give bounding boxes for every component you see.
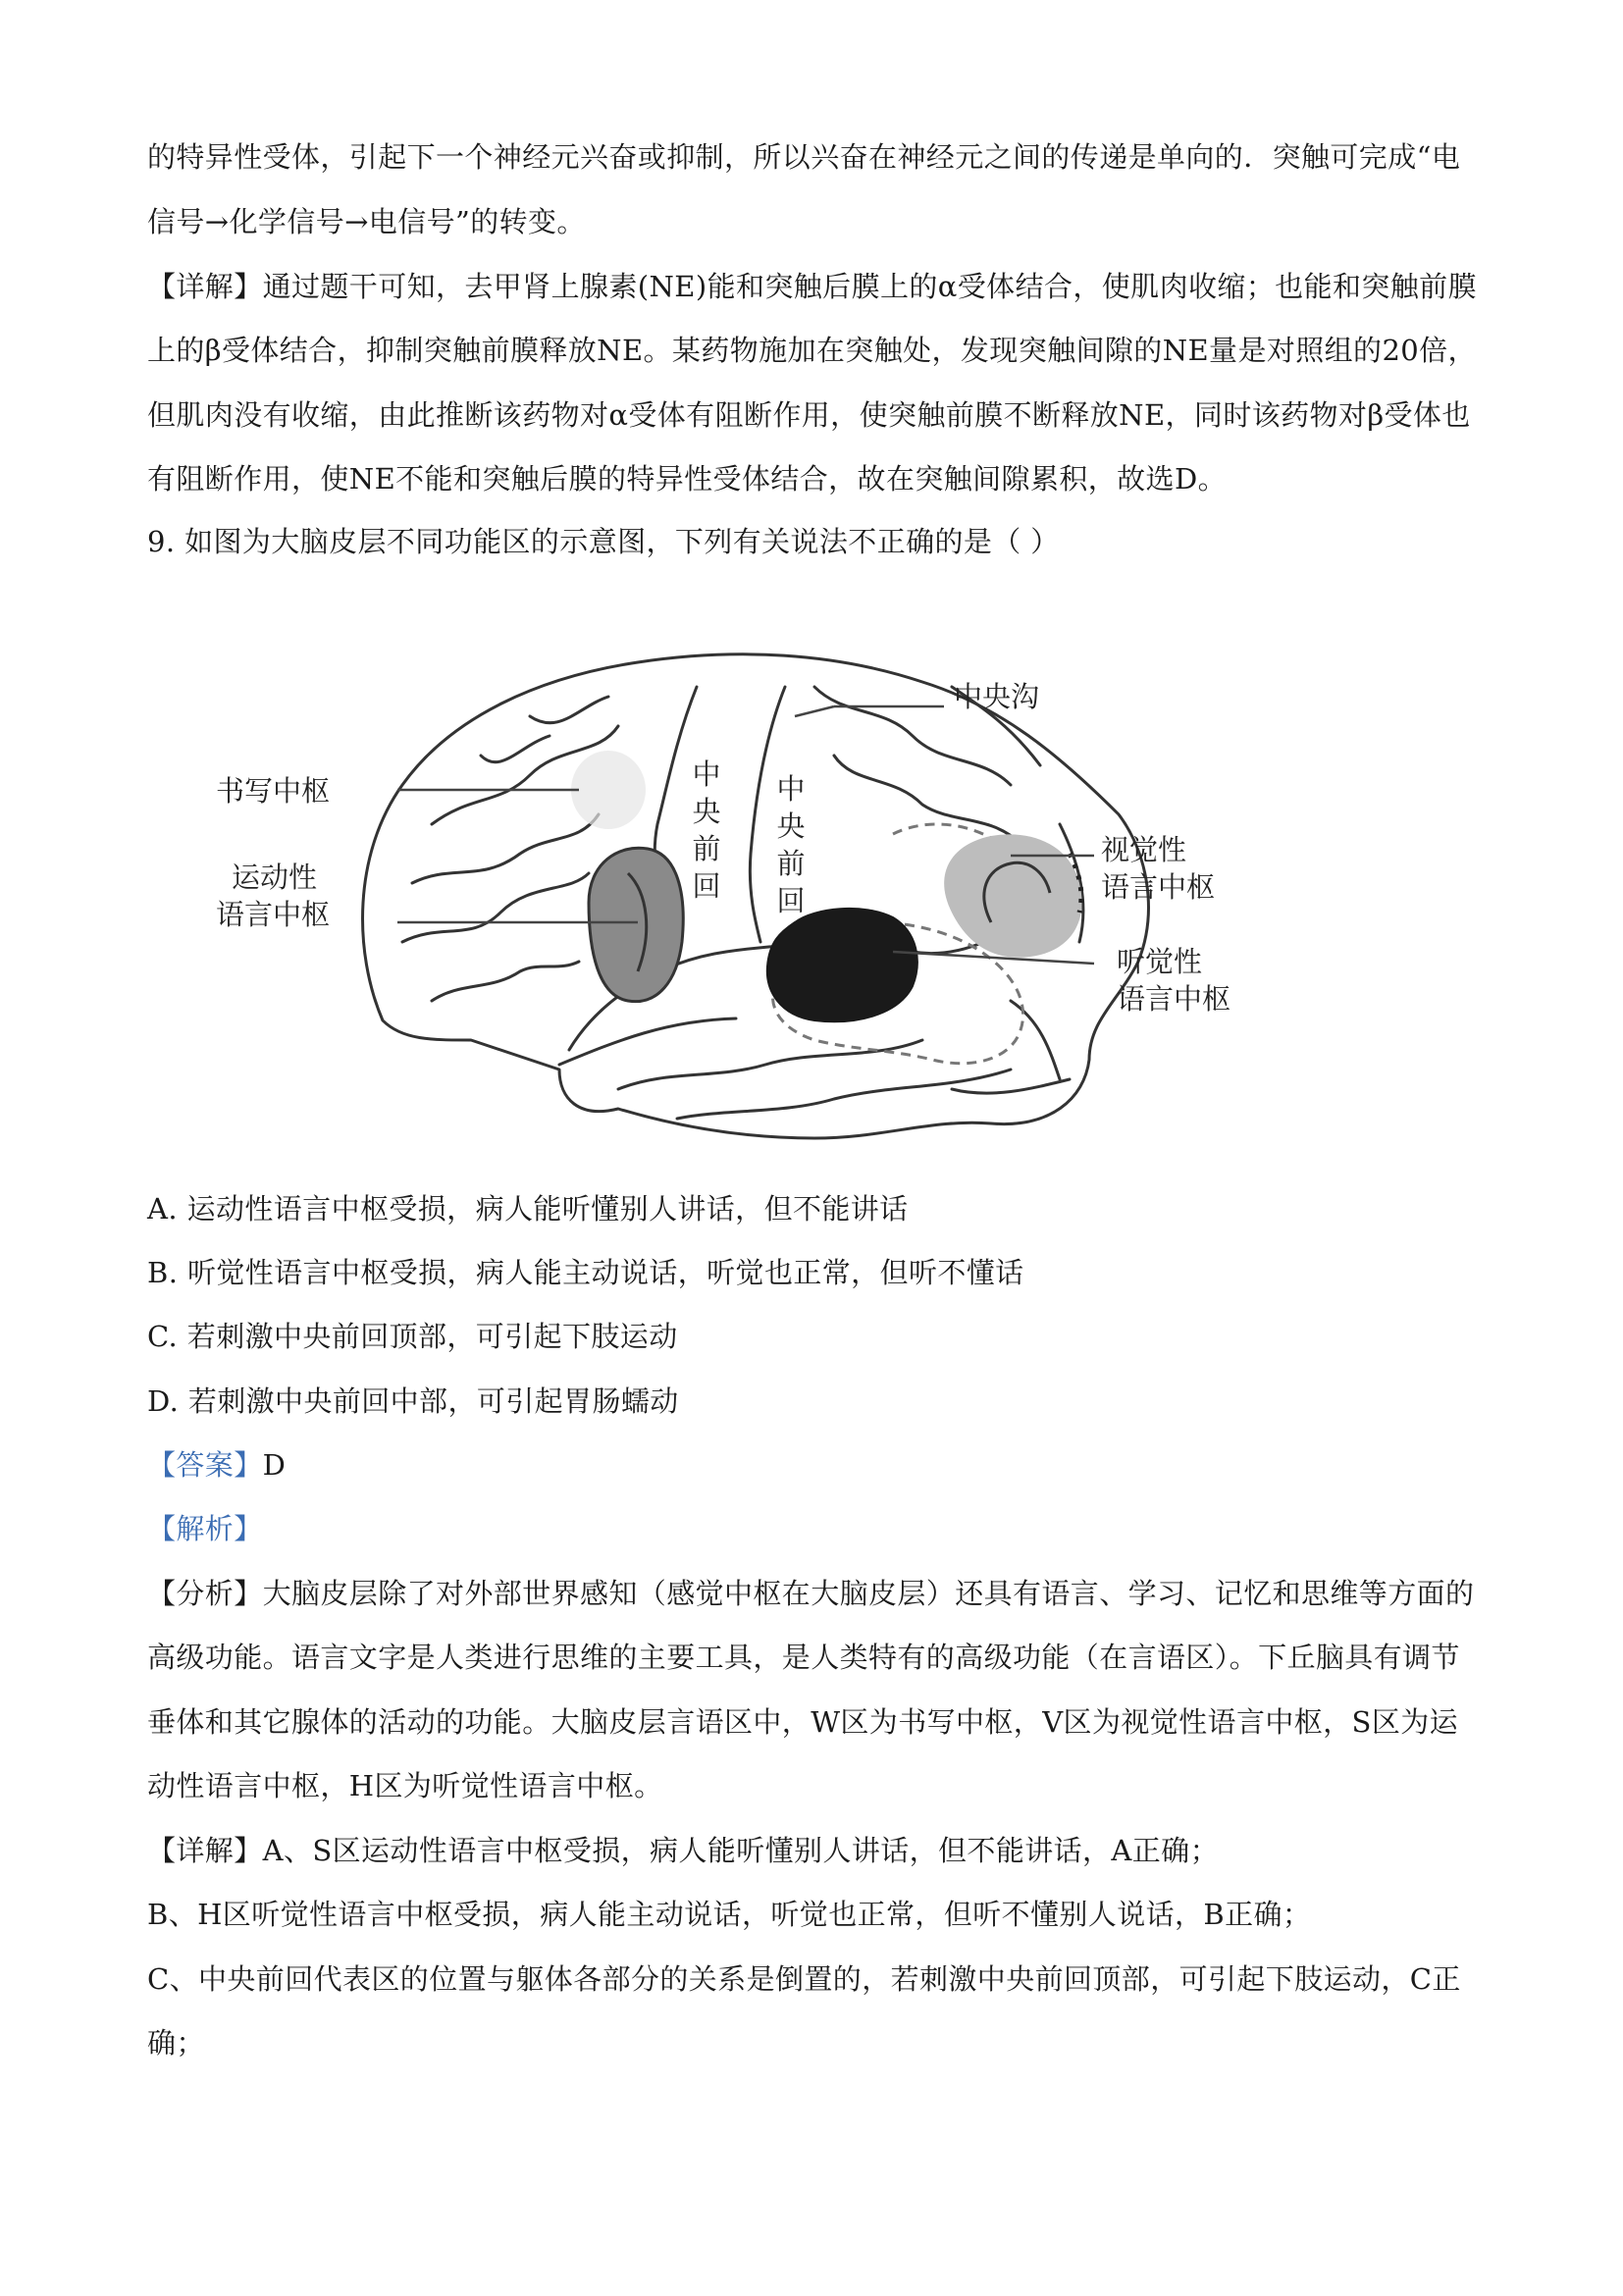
central-sulcus-label: 中央沟 [954, 680, 1040, 713]
text-line: 高级功能。语言文字是人类进行思维的主要工具，是人类特有的高级功能（在言语区）。下丘脑具有调节 [147, 1641, 1460, 1674]
text-line: 信号→化学信号→电信号”的转变。 [147, 205, 586, 238]
brain-cortex-figure [206, 628, 1325, 1158]
precentral-gyrus-label-2: 中央前回 [776, 772, 806, 917]
text-line [147, 1831, 1492, 1870]
text-line: 有阻断作用，使NE不能和突触后膜的特异性受体结合，故在突触间隙累积，故选D。 [147, 462, 1227, 496]
detail-text: A、S区运动性语言中枢受损，病人能听懂别人讲话，但不能讲话，A正确； [262, 1834, 1219, 1867]
analysis-tag: 【解析】 [147, 1512, 263, 1545]
text-line: 确； [147, 2026, 205, 2060]
answer-value: D [262, 1448, 287, 1482]
motor-speech-area [589, 848, 683, 1001]
option-c: C. 若刺激中央前回顶部，可引起下肢运动 [147, 1320, 678, 1353]
option-b: B. 听觉性语言中枢受损，病人能主动说话，听觉也正常，但听不懂话 [147, 1256, 1024, 1289]
detail-text: 通过题干可知，去甲肾上腺素(NE)能和突触后膜上的α受体结合，使肌肉收缩；也能和突触前膜 [262, 270, 1477, 303]
writing-center-area [571, 751, 646, 829]
precentral-gyrus-label: 中央前回 [692, 757, 721, 903]
analysis-heading [147, 1509, 1492, 1548]
visual-speech-label-1: 视觉性 [1101, 833, 1187, 866]
auditory-speech-label-1: 听觉性 [1117, 945, 1203, 978]
detail-tag: 【详解】 [147, 270, 263, 303]
question-stem: 9. 如图为大脑皮层不同功能区的示意图，下列有关说法不正确的是（ ） [147, 525, 1060, 558]
motor-speech-label-1: 运动性 [232, 861, 318, 894]
answer-tag: 【答案】 [147, 1448, 263, 1482]
option-a: A. 运动性语言中枢受损，病人能听懂别人讲话，但不能讲话 [147, 1192, 909, 1226]
text-line: 的特异性受体，引起下一个神经元兴奋或抑制，所以兴奋在神经元之间的传递是单向的．突触可完成“电 [147, 140, 1461, 174]
auditory-speech-label-2: 语言中枢 [1117, 982, 1231, 1016]
visual-speech-area [944, 834, 1081, 957]
analysis-sub-tag: 【分析】 [147, 1577, 263, 1610]
text-line: 动性语言中枢，H区为听觉性语言中枢。 [147, 1769, 663, 1802]
analysis-text: 大脑皮层除了对外部世界感知（感觉中枢在大脑皮层）还具有语言、学习、记忆和思维等方面的 [262, 1577, 1475, 1610]
text-line: 上的β受体结合，抑制突触前膜释放NE。某药物施加在突触处，发现突触间隙的NE量是对照组的20倍， [147, 334, 1477, 367]
text-line: B、H区听觉性语言中枢受损，病人能主动说话，听觉也正常，但听不懂别人说话，B正确； [147, 1898, 1312, 1931]
detail-tag: 【详解】 [147, 1834, 263, 1867]
option-d: D. 若刺激中央前回中部，可引起胃肠蠕动 [147, 1384, 679, 1418]
text-line [147, 267, 1492, 306]
writing-center-label: 书写中枢 [216, 774, 331, 808]
text-line: C、中央前回代表区的位置与躯体各部分的关系是倒置的，若刺激中央前回顶部，可引起下肢运动，C正 [147, 1962, 1461, 1996]
answer-line [147, 1445, 1492, 1485]
auditory-speech-area [767, 909, 917, 1021]
motor-speech-label-2: 语言中枢 [216, 898, 331, 931]
visual-speech-label-2: 语言中枢 [1101, 870, 1216, 904]
text-line: 但肌肉没有收缩，由此推断该药物对α受体有阻断作用，使突触前膜不断释放NE，同时该药物对β受体也 [147, 398, 1471, 432]
text-line [147, 1574, 1492, 1613]
text-line: 垂体和其它腺体的活动的功能。大脑皮层言语区中，W区为书写中枢，V区为视觉性语言中枢，S区为运 [147, 1705, 1459, 1739]
